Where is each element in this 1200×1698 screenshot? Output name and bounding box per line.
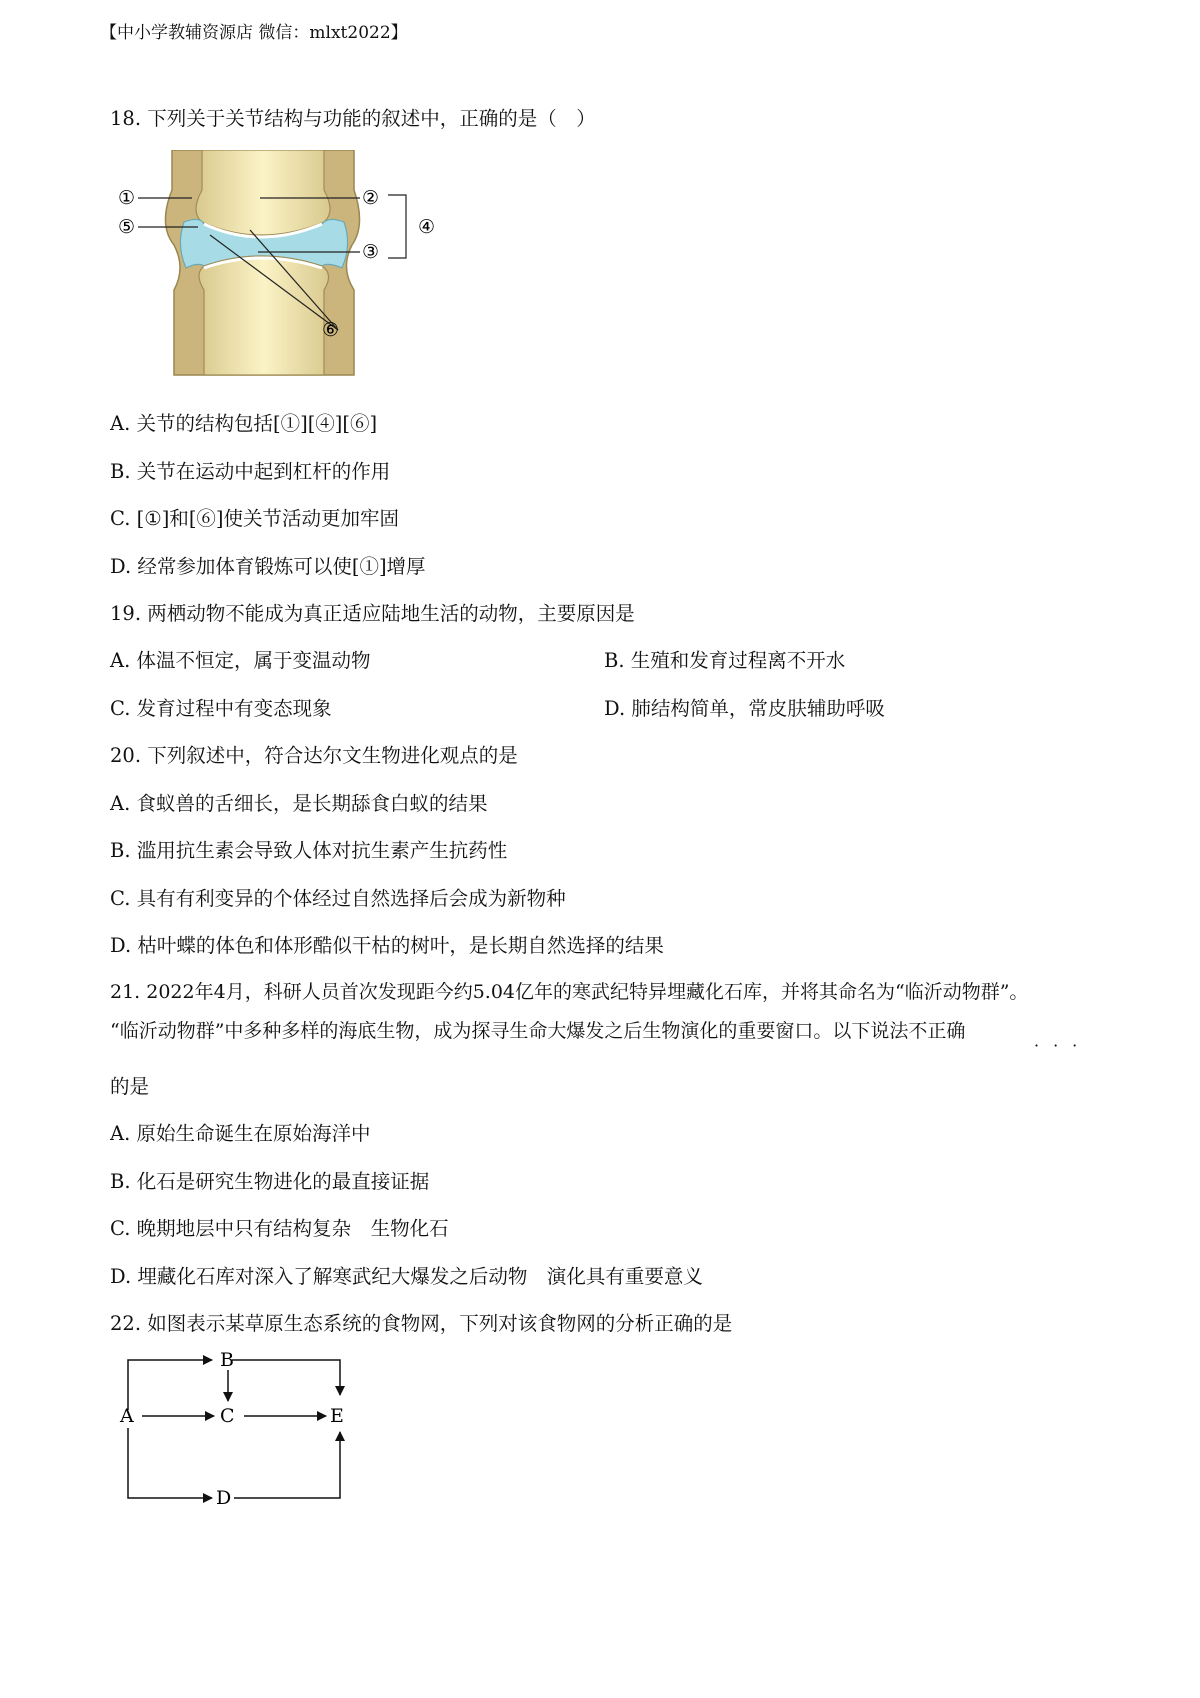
food-web-diagram <box>110 1350 370 1520</box>
label-2: ② <box>362 187 380 209</box>
arrow-d-to-e <box>234 1432 340 1498</box>
q21-option-c: C. 晚期地层中只有结构复杂 生物化石 <box>110 1217 449 1240</box>
q21-option-b: B. 化石是研究生物进化的最直接证据 <box>110 1170 430 1193</box>
node-e: E <box>330 1405 344 1427</box>
label-6: ⑥ <box>322 319 340 341</box>
q20-option-d: D. 枯叶蝶的体色和体形酷似干枯的树叶，是长期自然选择的结果 <box>110 934 664 957</box>
arrow-b-to-e <box>232 1360 340 1395</box>
upper-bone <box>196 150 330 235</box>
q19-option-c: C. 发育过程中有变态现象 <box>110 697 332 720</box>
q21-option-a: A. 原始生命诞生在原始海洋中 <box>110 1122 371 1145</box>
q20-option-c: C. 具有有利变异的个体经过自然选择后会成为新物种 <box>110 887 566 910</box>
node-c: C <box>220 1405 235 1427</box>
arrow-a-to-d <box>128 1428 212 1498</box>
q20-option-a: A. 食蚁兽的舌细长，是长期舔食白蚁的结果 <box>110 792 488 815</box>
label-5: ⑤ <box>118 216 136 238</box>
q18-option-a: A. 关节的结构包括[①][④][⑥] <box>110 412 378 435</box>
label-4: ④ <box>418 216 436 238</box>
q21-stem-line2: “临沂动物群”中多种多样的海底生物，成为探寻生命大爆发之后生物演化的重要窗口。以下说法不正确 <box>110 1020 966 1042</box>
q20-stem: 20. 下列叙述中，符合达尔文生物进化观点的是 <box>110 744 518 767</box>
label-3: ③ <box>362 241 380 263</box>
q21-stem-line3: 的是 <box>110 1075 150 1098</box>
node-a: A <box>120 1405 134 1427</box>
knee-joint-diagram <box>110 150 490 380</box>
q20-option-b: B. 滥用抗生素会导致人体对抗生素产生抗药性 <box>110 839 508 862</box>
q18-option-b: B. 关节在运动中起到杠杆的作用 <box>110 460 391 483</box>
arrow-a-to-b <box>128 1360 212 1410</box>
lower-bone <box>199 256 329 375</box>
q19-option-d: D. 肺结构简单，常皮肤辅助呼吸 <box>604 697 885 720</box>
label-1: ① <box>118 187 136 209</box>
q22-stem: 22. 如图表示某草原生态系统的食物网，下列对该食物网的分析正确的是 <box>110 1312 733 1335</box>
node-b: B <box>220 1350 234 1371</box>
node-d: D <box>216 1487 232 1509</box>
q21-option-d: D. 埋藏化石库对深入了解寒武纪大爆发之后动物 演化具有重要意义 <box>110 1265 703 1288</box>
source-watermark: 【中小学教辅资源店 微信：mlxt2022】 <box>100 23 408 43</box>
q19-stem: 19. 两栖动物不能成为真正适应陆地生活的动物，主要原因是 <box>110 602 635 625</box>
q18-stem: 18. 下列关于关节结构与功能的叙述中，正确的是（ ） <box>110 107 596 130</box>
q18-option-c: C. [①]和[⑥]使关节活动更加牢固 <box>110 507 400 530</box>
q18-option-d: D. 经常参加体育锻炼可以使[①]增厚 <box>110 555 426 578</box>
q19-option-a: A. 体温不恒定，属于变温动物 <box>110 649 371 672</box>
emphasis-dots: ··· <box>1034 1036 1092 1055</box>
q19-option-b: B. 生殖和发育过程离不开水 <box>604 649 846 672</box>
q21-stem-line1: 21. 2022年4月，科研人员首次发现距今约5.04亿年的寒武纪特异埋藏化石库，并将其命名为“临沂动物群”。 <box>110 981 1029 1003</box>
